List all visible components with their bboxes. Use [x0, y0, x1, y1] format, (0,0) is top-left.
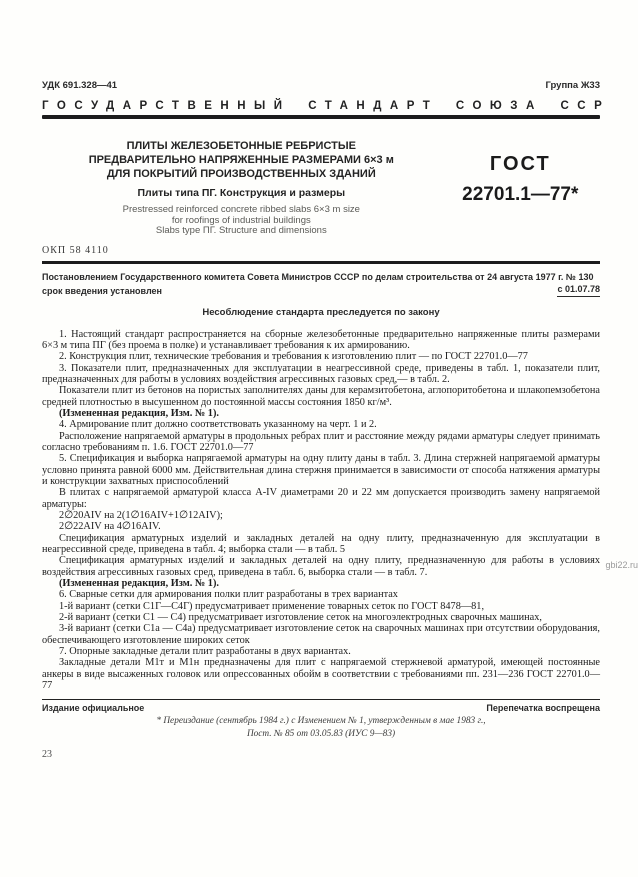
paragraph: Показатели плит из бетонов на пористых заполнителях даны для керамзитобетона, аглопоритобетона и шлакопемзобетона средней плотностью в высушенном до постоянной массы состояния 1850 кг/м³.	[42, 385, 600, 408]
paragraph: 1. Настоящий стандарт распространяется на сборные железобетонные предварительно напряженные плиты размерами 6×3 м типа ПГ (без проема в полке) и устанавливает требования к их армированию.	[42, 328, 600, 351]
decree-block	[42, 271, 600, 297]
effective-date: с 01.07.78	[557, 283, 600, 297]
paragraph: Спецификация арматурных изделий и закладных деталей на одну плиту, предназначенную для работы в условиях воздействия агрессивных газовых сред, приведена в табл. 6, выборка стали — в табл. 7.	[42, 555, 600, 578]
decree-line-2-row	[42, 283, 600, 297]
decree-line-2: срок введения установлен	[42, 285, 162, 296]
paragraph: 3-й вариант (сетки С1а — С4а) предусматривает изготовление сеток на сварочных машинах при отсутствии оборудования, обеспечивающего изготовление широких сеток	[42, 623, 600, 646]
title-english-line-1: Prestressed reinforced concrete ribbed slabs 6×3 m size	[122, 204, 360, 215]
gost-number: 22701.1—77*	[462, 184, 579, 205]
decree-line-1: Постановлением Государственного комитета Совета Министров СССР по делам строительства от 24 августа 1977 г. № 130	[42, 271, 594, 282]
footer-row	[42, 703, 600, 713]
paragraph: (Измененная редакция, Изм. № 1).	[59, 407, 219, 419]
gost-designation	[441, 139, 600, 237]
okp-code: ОКП 58 4110	[42, 244, 109, 256]
footnote-line-1: * Переиздание (сентябрь 1984 г.) с Изменением № 1, утвержденным в мае 1983 г.,	[156, 716, 486, 727]
no-reprint-label: Перепечатка воспрещена	[486, 703, 600, 714]
state-standard-header: ГОСУДАРСТВЕННЫЙ СТАНДАРТ СОЮЗА ССР	[42, 100, 611, 112]
udk-code: УДК 691.328—41	[42, 80, 118, 91]
title-line-2: ПРЕДВАРИТЕЛЬНО НАПРЯЖЕННЫЕ РАЗМЕРАМИ 6×3 м	[88, 154, 394, 166]
reissue-footnote	[42, 715, 600, 740]
law-notice: Несоблюдение стандарта преследуется по закону	[202, 306, 440, 318]
scan-watermark: gbi22.ru	[605, 560, 638, 570]
footer-rule	[42, 699, 600, 701]
paragraph: В плитах с напрягаемой арматурой класса А-IV диаметрами 20 и 22 мм допускается производить замену напрягаемой арматуры:	[42, 487, 600, 510]
official-edition-label: Издание официальное	[42, 703, 145, 714]
gost-label: ГОСТ	[489, 153, 551, 175]
title-english-line-3: Slabs type ПГ. Structure and dimensions	[155, 225, 327, 236]
body-paragraphs	[42, 329, 600, 692]
paragraph: 4. Армирование плит должно соответствовать указанному на черт. 1 и 2.	[59, 419, 377, 431]
okp-rule	[42, 261, 600, 264]
paragraph: 2∅22АIV на 4∅16АIV.	[59, 521, 161, 533]
header-rule	[42, 115, 600, 119]
title-line-1: ПЛИТЫ ЖЕЛЕЗОБЕТОННЫЕ РЕБРИСТЫЕ	[126, 140, 356, 152]
paragraph: 2. Конструкция плит, технические требования и требования к изготовлению плит — по ГОСТ 22701.0—77	[59, 351, 528, 363]
paragraph: Расположение напрягаемой арматуры в продольных ребрах плит и расстояние между рядами арматуры следует принимать согласно требованиям п. 1.6. ГОСТ 22701.0—77	[42, 430, 600, 453]
paragraph: 3. Показатели плит, предназначенных для эксплуатации в неагрессивной среде, приведены в табл. 1, показатели плит, предназначенных для работы в условиях воздействия агрессивных газовых сред,— в табл. 2.	[42, 362, 600, 385]
paragraph: 5. Спецификация и выборка напрягаемой арматуры на одну плиту даны в табл. 3. Длина стержней напрягаемой арматуры условно принята равной 6000 мм. Действительная длина стержня принимается в зависимости от способа натяжения арматуры и конструкции захватных приспособлений	[42, 453, 600, 487]
paragraph: 1-й вариант (сетки С1Г—С4Г) предусматривает применение товарных сеток по ГОСТ 8478—81,	[59, 600, 485, 612]
title-block	[42, 139, 441, 237]
group-code: Группа Ж33	[545, 80, 600, 91]
title-line-3: ДЛЯ ПОКРЫТИЙ ПРОИЗВОДСТВЕННЫХ ЗДАНИЙ	[106, 168, 376, 180]
paragraph: 2∅20АIV на 2(1∅16АIV+1∅12АIV);	[59, 510, 223, 521]
paragraph: 7. Опорные закладные детали плит разработаны в двух вариантах.	[59, 646, 351, 658]
classification-row	[42, 80, 600, 91]
paragraph: Закладные детали М1т и М1н предназначены для плит с напрягаемой стержневой арматурой, имеющей постоянные анкеры в виде высаженных головок или опрессованных обойм в соответствии с требованиями пп. 231—236 ГОСТ 22701.0—77	[42, 657, 600, 692]
title-english-line-2: for roofings of industrial buildings	[171, 214, 311, 226]
paragraph: 6. Сварные сетки для армирования полки плит разработаны в трех вариантах	[59, 589, 398, 601]
paragraph: (Измененная редакция, Изм. № 1).	[59, 578, 219, 590]
title-subtitle: Плиты типа ПГ. Конструкция и размеры	[137, 187, 346, 199]
paragraph: 2-й вариант (сетки С1 — С4) предусматривает изготовление сеток на многоэлектродных сварочных машинах,	[59, 612, 542, 624]
footnote-line-2: Пост. № 85 от 03.05.83 (ИУС 9—83)	[246, 728, 396, 739]
title-english	[42, 205, 441, 237]
title-section	[42, 139, 600, 237]
paragraph: Спецификация арматурных изделий и закладных деталей на одну плиту, предназначенную для эксплуатации в неагрессивной среде, приведена в табл. 4; выборка стали — в табл. 5	[42, 532, 600, 556]
page-number: 23	[42, 749, 52, 761]
